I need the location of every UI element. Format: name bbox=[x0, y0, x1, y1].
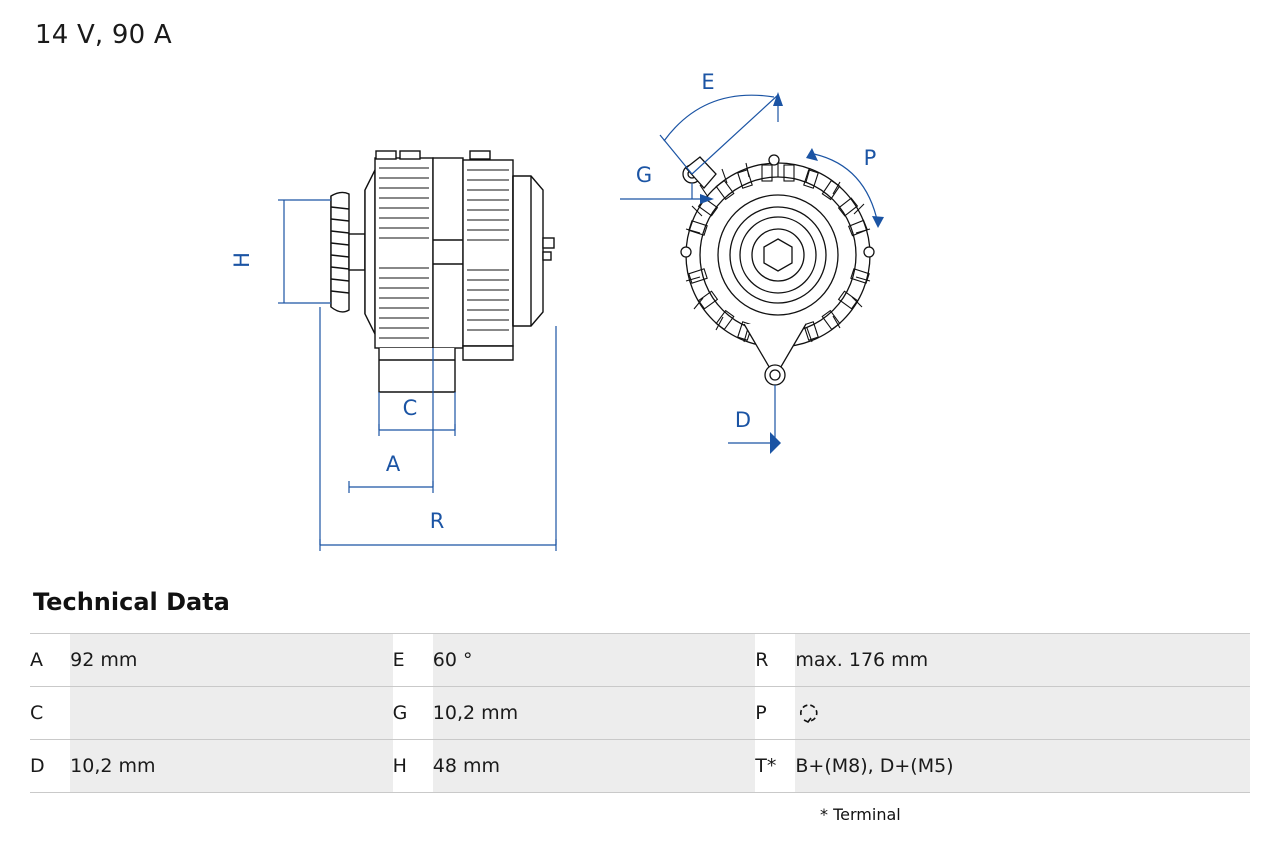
dim-label-h: H bbox=[230, 252, 254, 268]
row-value-t: B+(M8), D+(M5) bbox=[795, 740, 1250, 793]
row-key-h: H bbox=[393, 740, 433, 793]
dim-label-p: P bbox=[863, 146, 877, 170]
technical-data-table bbox=[30, 633, 1250, 793]
row-key-r: R bbox=[755, 634, 795, 687]
dim-label-d: D bbox=[734, 408, 752, 432]
terminal-footnote: * Terminal bbox=[820, 805, 901, 824]
row-key-t: T* bbox=[755, 740, 795, 793]
row-value-h: 48 mm bbox=[433, 740, 755, 793]
row-key-d: D bbox=[30, 740, 70, 793]
row-value-g: 10,2 mm bbox=[433, 687, 755, 740]
row-value-d: 10,2 mm bbox=[70, 740, 392, 793]
row-value-r: max. 176 mm bbox=[795, 634, 1250, 687]
row-value-p bbox=[795, 687, 1250, 740]
row-key-e: E bbox=[393, 634, 433, 687]
dim-label-a: A bbox=[385, 452, 401, 476]
technical-data-heading: Technical Data bbox=[33, 588, 230, 616]
dim-label-r: R bbox=[429, 509, 445, 533]
row-value-c bbox=[70, 687, 392, 740]
row-value-e: 60 ° bbox=[433, 634, 755, 687]
table-row bbox=[30, 687, 1250, 740]
rotation-arrow-icon bbox=[795, 701, 825, 725]
page-title: 14 V, 90 A bbox=[35, 20, 172, 50]
dim-label-g: G bbox=[635, 163, 653, 187]
table-row bbox=[30, 740, 1250, 793]
row-key-c: C bbox=[30, 687, 70, 740]
side-view-drawing bbox=[331, 151, 554, 392]
front-view-drawing bbox=[681, 155, 874, 385]
row-value-a: 92 mm bbox=[70, 634, 392, 687]
row-key-p: P bbox=[755, 687, 795, 740]
dim-label-e: E bbox=[701, 70, 715, 94]
row-key-a: A bbox=[30, 634, 70, 687]
dim-label-c: C bbox=[402, 396, 418, 420]
row-key-g: G bbox=[393, 687, 433, 740]
table-row bbox=[30, 634, 1250, 687]
